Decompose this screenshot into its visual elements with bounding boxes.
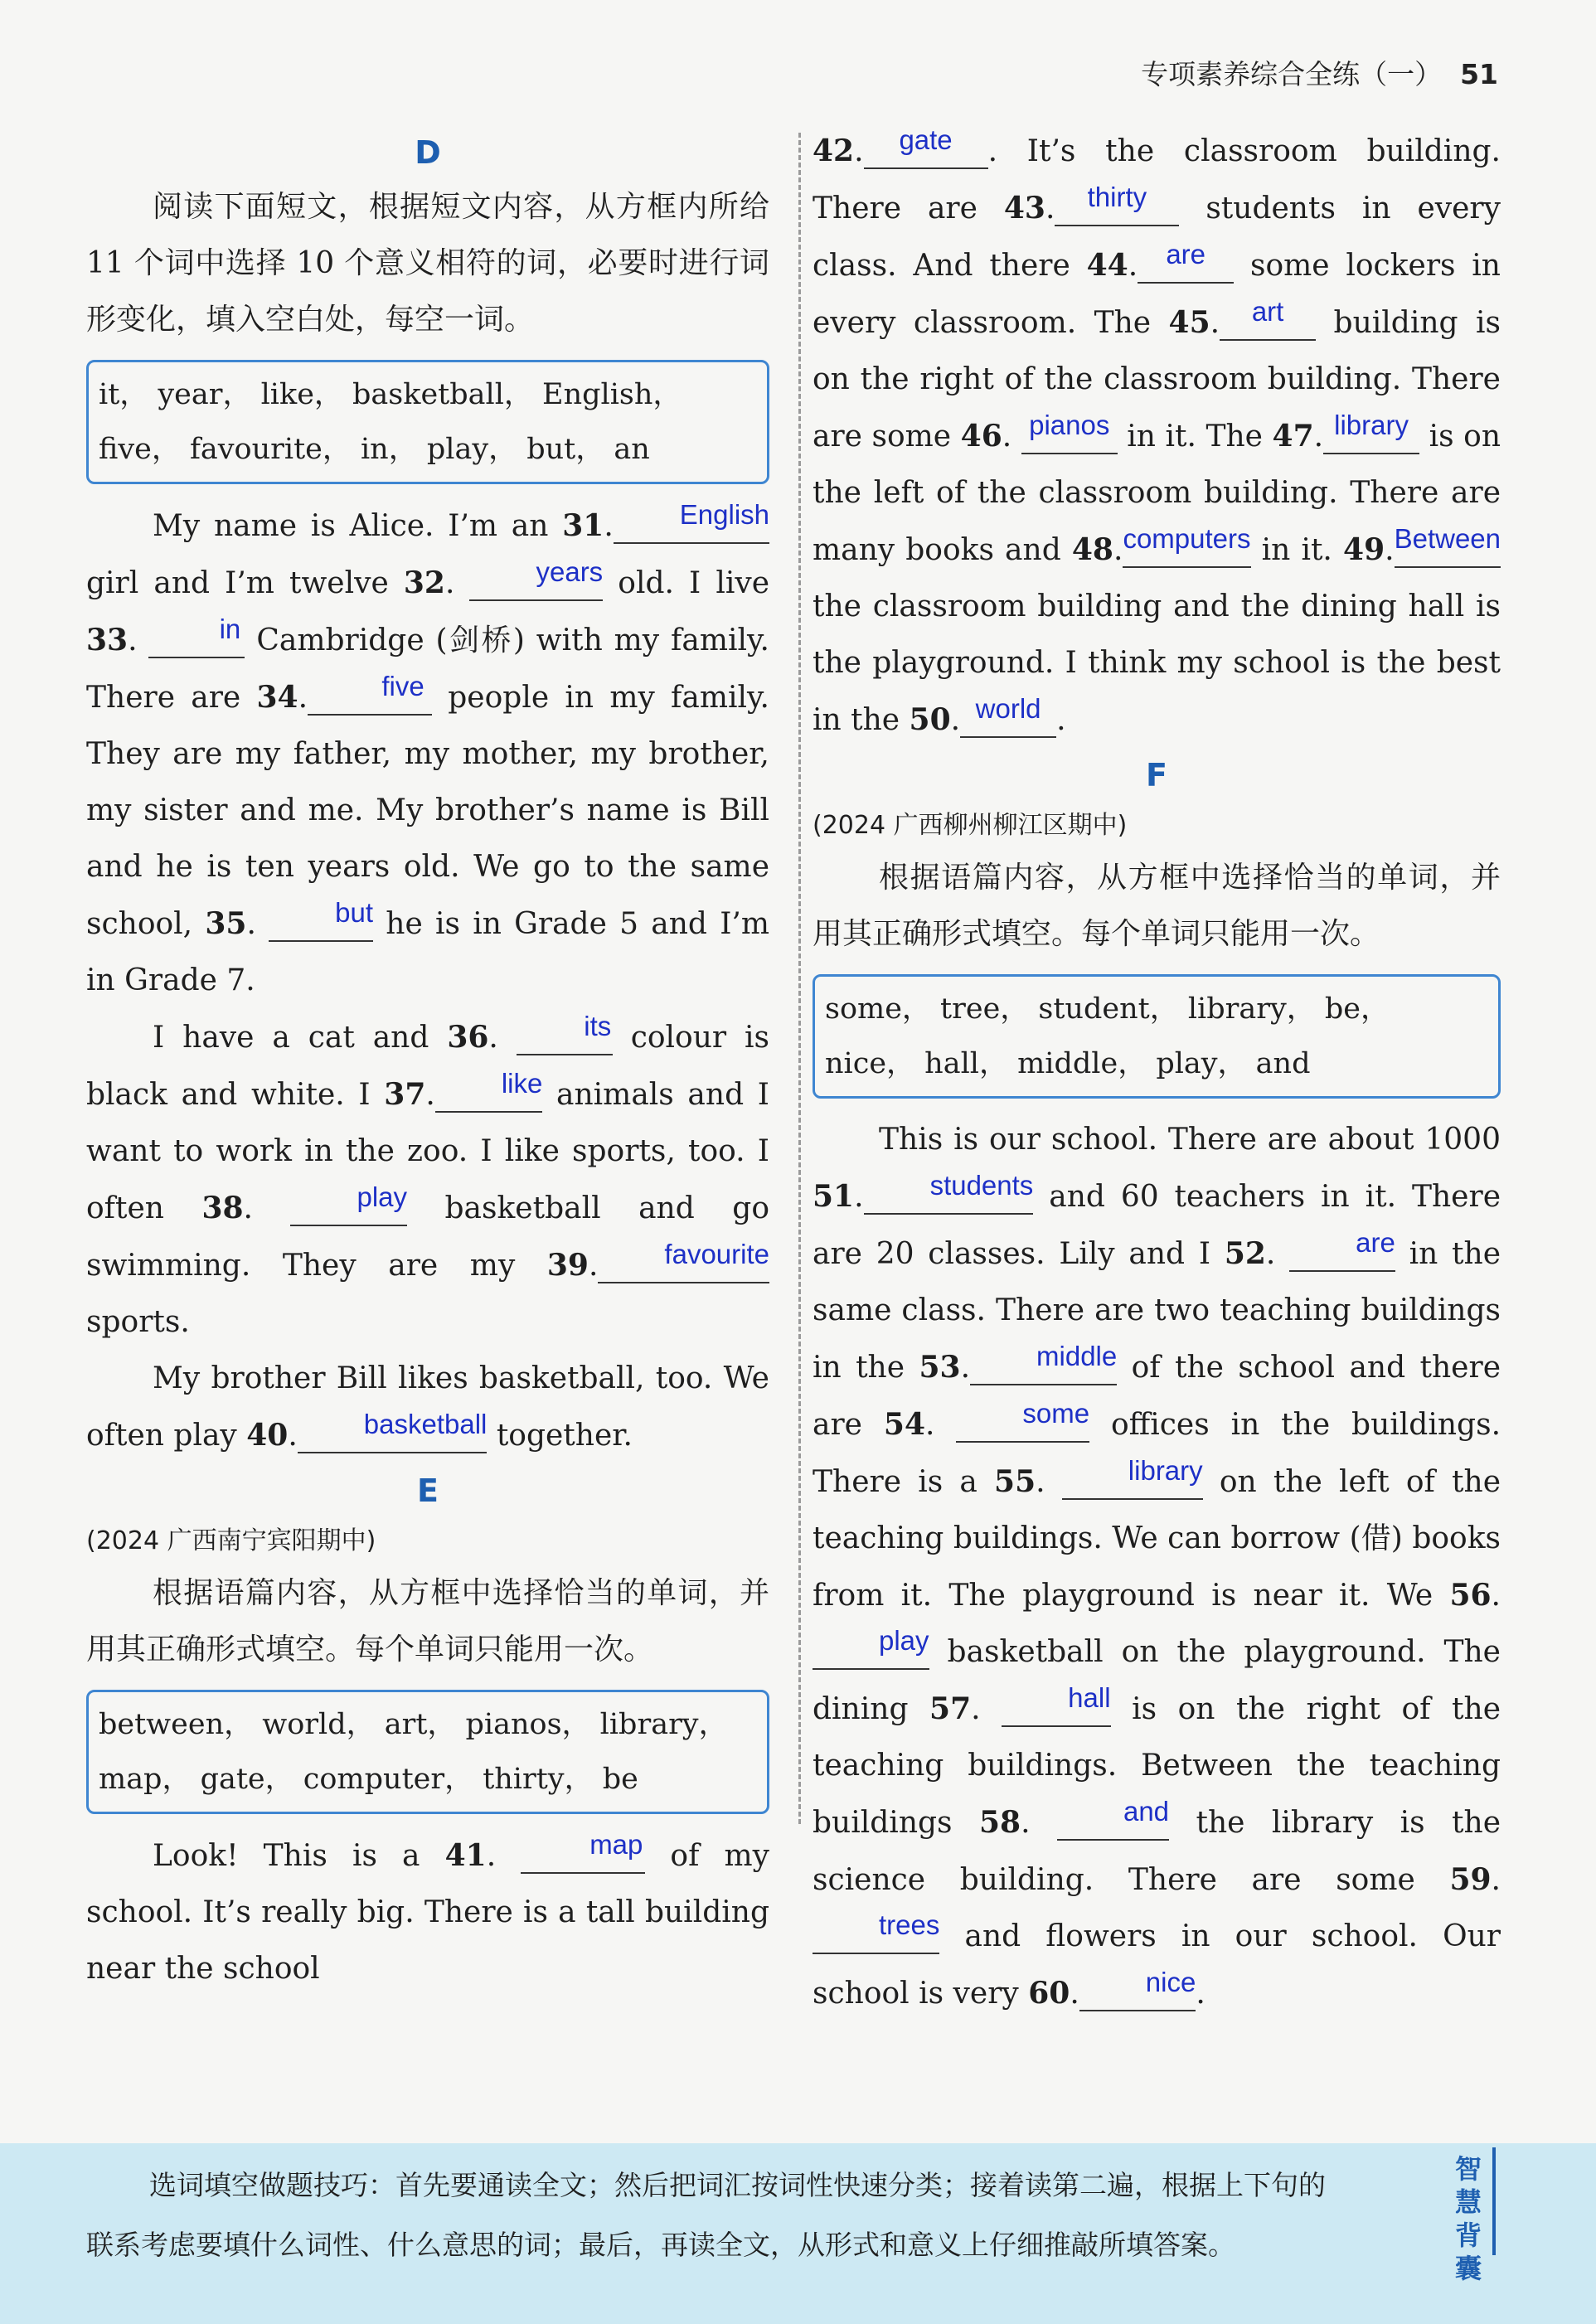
section-e-paragraph-start: Look! This is a 41. map of my school. It’s really big. There is a tall building near the school — [86, 1829, 769, 1986]
question-number: 47 — [1272, 419, 1314, 454]
answer-54: some — [1022, 1398, 1090, 1429]
answer-blank-51 — [864, 1170, 1034, 1215]
answer-blank-60 — [1079, 1967, 1196, 2011]
answer-31: English — [679, 499, 769, 530]
question-number: 36 — [447, 1020, 489, 1055]
question-number: 57 — [929, 1691, 972, 1726]
answer-blank-44 — [1138, 239, 1234, 284]
text: old. I live — [603, 566, 769, 600]
text: girl and I’m twelve — [86, 566, 404, 600]
section-f-source: (2024 广西柳州柳江区期中) — [813, 811, 1128, 840]
question-number: 54 — [883, 1407, 925, 1442]
answer-36: its — [584, 1011, 612, 1041]
text: in it. The — [1117, 420, 1273, 454]
text: offices in the buildings. There is a — [813, 1408, 1501, 1499]
answer-blank-50 — [960, 693, 1056, 738]
answer-blank-31 — [614, 499, 769, 544]
text: on the left of the teaching buildings. We can borrow (借) books from it. The playground is near it. We — [813, 1465, 1501, 1613]
question-number: 60 — [1028, 1976, 1070, 2011]
text: and flowers in our school. Our school is very — [813, 1919, 1501, 2011]
question-number: 34 — [256, 680, 298, 715]
question-number: 33 — [86, 623, 129, 657]
text: people in my family. They are my father, my mother, my brother, my sister and me. My brother’s name is Bill and he is ten years old. We go to the same school, — [86, 681, 769, 941]
question-number: 58 — [978, 1805, 1021, 1840]
answer-49: Between — [1394, 523, 1501, 554]
answer-blank-46 — [1021, 410, 1118, 454]
text: . — [1196, 1977, 1205, 2011]
section-d-paragraph-2: I have a cat and 36. its colour is black and white. I 37. like animals and I want to work in the zoo. I like sports, too. I often 38. play basketball and go swimming. They are my 39. favourite sports. — [86, 1011, 770, 1339]
question-number: 32 — [403, 565, 445, 600]
question-number: 56 — [1449, 1578, 1492, 1613]
answer-35: but — [335, 897, 374, 928]
answer-blank-39 — [598, 1239, 769, 1283]
answer-33: in — [219, 614, 241, 644]
answer-blank-32 — [469, 556, 604, 601]
text: I have a cat and — [153, 1021, 448, 1055]
text: of the school and there are — [813, 1351, 1501, 1442]
answer-blank-36 — [517, 1011, 613, 1055]
answer-50: world — [975, 693, 1041, 724]
section-d-title: D — [415, 134, 441, 171]
question-number: 44 — [1086, 248, 1128, 283]
question-number: 43 — [1003, 191, 1045, 226]
text: basketball on the playground. The dining — [813, 1635, 1501, 1726]
answer-blank-59 — [813, 1909, 940, 1954]
answer-44: are — [1166, 239, 1206, 269]
answer-blank-47 — [1323, 410, 1419, 454]
question-number: 40 — [246, 1418, 289, 1453]
text: the classroom building and the dining hall is the playground. I think my school is the best in the — [813, 589, 1501, 737]
text: My brother Bill likes basketball, too. We often play — [86, 1361, 769, 1453]
answer-blank-54 — [956, 1398, 1090, 1443]
question-number: 59 — [1449, 1862, 1492, 1897]
question-number: 52 — [1224, 1236, 1266, 1271]
answer-58: and — [1123, 1796, 1170, 1827]
answer-blank-58 — [1057, 1796, 1170, 1841]
answer-39: favourite — [664, 1239, 769, 1269]
section-d-paragraph-3: My brother Bill likes basketball, too. We often play 40. basketball together. — [86, 1361, 769, 1453]
answer-blank-34 — [308, 671, 432, 716]
answer-blank-41 — [521, 1829, 645, 1874]
answer-56: play — [879, 1625, 929, 1656]
text: and 60 teachers in it. There are 20 classes. Lily and I — [813, 1180, 1501, 1271]
answer-45: art — [1251, 296, 1284, 327]
section-f-paragraph: This is our school. There are about 1000 51. students and 60 teachers in it. There are 20 classes. Lily and I 52. are in the same class. There are two teaching buildings in the 53. middle of the school and there are 54. some offices in the buildings. There is a 55. library on the left of the teaching buildings. We can borrow (借) books from it. The playground is near it. We 56. play basketball on the playground. The dining 57. hall is on the right of the teaching buildings. Between the teaching buildings 58. and the library is the science building. There are some 59. trees and flowers in our school. Our school is very 60. nice. — [813, 1123, 1501, 2011]
answer-blank-52 — [1289, 1227, 1395, 1272]
question-number: 37 — [384, 1077, 426, 1112]
question-number: 41 — [444, 1838, 487, 1873]
text: the library is the science building. There are some — [813, 1806, 1501, 1897]
text: Look! This is a — [153, 1839, 445, 1873]
column-divider — [798, 133, 801, 1824]
answer-blank-43 — [1055, 182, 1179, 226]
answer-37: like — [501, 1068, 543, 1099]
question-number: 49 — [1343, 532, 1385, 567]
text: basketball and go swimming. They are my — [86, 1191, 769, 1283]
answer-55: library — [1128, 1455, 1203, 1486]
text: is on the right of the teaching buildings. Between the teaching buildings — [813, 1692, 1501, 1840]
text: This is our school. There are about 1000 — [879, 1123, 1501, 1157]
answer-blank-33 — [148, 614, 245, 658]
answer-34: five — [381, 671, 424, 701]
text: in it. — [1250, 533, 1344, 567]
answer-57: hall — [1068, 1682, 1111, 1713]
question-number: 53 — [919, 1350, 961, 1385]
answer-blank-49 — [1394, 523, 1501, 568]
answer-52: are — [1356, 1227, 1395, 1258]
answer-48: computers — [1123, 523, 1251, 554]
tip-text — [86, 2156, 1429, 2275]
tip-line-2: 联系考虑要填什么词性、什么意思的词；最后，再读全文，从形式和意义上仔细推敲所填答案。 — [86, 2229, 1235, 2261]
section-f-instruction: 根据语篇内容，从方框中选择恰当的单词，并用其正确形式填空。每个单词只能用一次。 — [813, 861, 1501, 951]
answer-blank-37 — [435, 1068, 543, 1113]
left-column — [86, 126, 769, 1997]
section-d-paragraph-1: My name is Alice. I’m an 31. Englishgirl and I’m twelve 32. years old. I live 33. in Cambridge (剑桥) with my family. There are 34. five people in my family. They are my father, my mother, my brother, my sister and me. My brother’s name is Bill and he is ten years old. We go to the same school, 35. but he is in Grade 5 and I’m in Grade 7. — [86, 499, 769, 997]
section-e-paragraph-continued: 42. gate . It’s the classroom building. There are 43. thirty students in every class. And there 44. are some lockers in every classroom. The 45. art building is on the right of the classroom building. There are some 46. pianos in it. The 47. library is on the left of the classroom building. There are many books and 48.computers in it. 49.Between the classroom building and the dining hall is the playground. I think my school is the best in the 50. world . — [813, 124, 1501, 737]
section-e-word-box: between， world， art， pianos， library， map， gate， computer， thirty， be — [86, 1690, 769, 1814]
question-number: 31 — [562, 508, 604, 543]
answer-60: nice — [1145, 1967, 1196, 1997]
text: sports. — [86, 1305, 190, 1339]
answer-41: map — [589, 1829, 643, 1860]
page-header — [1141, 53, 1498, 92]
answer-46: pianos — [1029, 410, 1110, 440]
answer-blank-57 — [1002, 1682, 1111, 1727]
answer-blank-35 — [269, 897, 374, 942]
text: building is on the right of the classroom building. There are some — [813, 306, 1501, 454]
answer-42: gate — [899, 124, 953, 155]
answer-blank-55 — [1062, 1455, 1203, 1500]
section-d-word-box: it， year， like， basketball， English， five， favourite， in， play， but， an — [86, 360, 769, 484]
answer-blank-45 — [1220, 296, 1316, 341]
answer-blank-40 — [298, 1409, 488, 1453]
answer-40: basketball — [363, 1409, 488, 1439]
answer-53: middle — [1036, 1341, 1118, 1371]
text: students in every class. And there — [813, 192, 1501, 283]
text: colour is black and white. I — [86, 1021, 770, 1112]
section-d-instruction: 阅读下面短文，根据短文内容，从方框内所给 11 个词中选择 10 个意义相符的词，必要时进行词形变化，填入空白处，每空一词。 — [86, 190, 769, 337]
text: Cambridge (剑桥) with my family. There are — [86, 623, 769, 715]
page-number: 51 — [1460, 58, 1498, 90]
text: My name is Alice. I’m an — [153, 509, 563, 543]
answer-32: years — [536, 556, 604, 587]
answer-blank-48 — [1123, 523, 1251, 568]
text: is on the left of the classroom building. There are many books and — [813, 420, 1501, 567]
question-number: 46 — [960, 419, 1002, 454]
answer-38: play — [357, 1181, 408, 1212]
right-column — [813, 123, 1501, 2022]
question-number: 51 — [813, 1179, 855, 1214]
section-e-source: (2024 广西南宁宾阳期中) — [86, 1526, 376, 1555]
header-title: 专项素养综合全练（一） — [1141, 58, 1443, 90]
tip-line-1: 选词填空做题技巧：首先要通读全文；然后把词汇按词性快速分类；接着读第二遍，根据上下句的 — [149, 2169, 1326, 2201]
answer-51: students — [929, 1170, 1034, 1201]
question-number: 48 — [1071, 532, 1113, 567]
answer-blank-56 — [813, 1625, 929, 1670]
answer-47: library — [1334, 410, 1409, 440]
text: in the same class. There are two teaching buildings in the — [813, 1237, 1501, 1385]
text: some lockers in every classroom. The — [813, 249, 1501, 340]
answer-blank-42 — [864, 124, 988, 169]
question-number: 38 — [201, 1191, 244, 1225]
question-number: 55 — [994, 1464, 1036, 1499]
section-f-title: F — [1146, 757, 1167, 793]
text: animals and I want to work in the zoo. I like sports, too. I often — [86, 1078, 769, 1225]
answer-43: thirty — [1087, 182, 1147, 212]
text: . — [1056, 703, 1066, 737]
answer-59: trees — [879, 1909, 940, 1940]
question-number: 35 — [205, 906, 247, 941]
section-f-word-box: some， tree， student， library， be， nice， hall， middle， play， and — [813, 974, 1501, 1099]
question-number: 39 — [546, 1248, 589, 1283]
question-number: 45 — [1168, 305, 1210, 340]
section-e-instruction: 根据语篇内容，从方框中选择恰当的单词，并用其正确形式填空。每个单词只能用一次。 — [86, 1576, 769, 1667]
answer-blank-53 — [970, 1341, 1118, 1385]
text: together. — [487, 1419, 633, 1453]
text: of my school. It’s really big. There is a tall building near the school — [86, 1839, 769, 1986]
side-tab-line — [1492, 2147, 1496, 2255]
text: he is in Grade 5 and I’m in Grade 7. — [86, 907, 769, 997]
section-e-title: E — [417, 1473, 439, 1509]
question-number: 42 — [813, 133, 855, 168]
side-tab-label: 智慧背囊 — [1454, 2153, 1482, 2284]
answer-blank-38 — [290, 1181, 408, 1226]
question-number: 50 — [909, 702, 951, 737]
text: . It’s the classroom building. There are — [813, 134, 1501, 226]
